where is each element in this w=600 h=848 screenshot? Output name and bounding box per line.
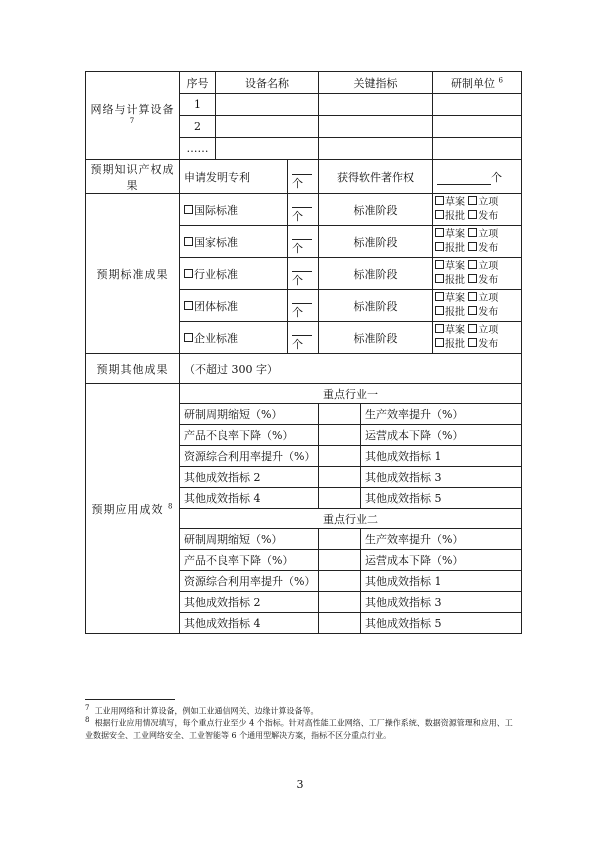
footnote-8: $^8$ 根据行业应用情况填写，每个重点行业至少 4 个指标。针对高性能工业网络、工厂操作系统、数据资源管理和应用、工业数据安全、工业网络安全、工业智能等 6 个通用型解决方案，指标不区分重点行业。	[85, 716, 513, 740]
metric-label: 其他成效指标 1	[361, 446, 522, 467]
standard-stage-label: 标准阶段	[319, 258, 433, 290]
developer-cell[interactable]	[433, 94, 522, 116]
row-index: 1	[180, 94, 216, 116]
fill-blank[interactable]	[292, 207, 312, 208]
table-row	[86, 72, 522, 94]
software-count[interactable]	[433, 160, 522, 194]
unit-text: 个	[292, 210, 303, 223]
standard-stage-options	[433, 226, 522, 258]
option-text: 草案	[445, 260, 466, 272]
checkbox-icon[interactable]	[468, 306, 477, 315]
metric-label: 其他成效指标 2	[180, 467, 319, 488]
checkbox-icon[interactable]	[184, 205, 193, 214]
standard-type[interactable]	[180, 258, 288, 290]
standards-label: 预期标准成果	[86, 194, 180, 354]
other-content[interactable]	[180, 354, 522, 384]
option-text: 报批	[445, 242, 466, 254]
row-index: 2	[180, 116, 216, 138]
metric-label: 其他成效指标 2	[180, 592, 319, 613]
standard-stage-label: 标准阶段	[319, 226, 433, 258]
table-row	[86, 384, 522, 404]
metric-value[interactable]	[319, 613, 361, 634]
industry-title: 重点行业一	[180, 384, 522, 404]
metric-value[interactable]	[319, 488, 361, 509]
standard-type[interactable]	[180, 194, 288, 226]
footnote-rule	[85, 699, 175, 700]
metric-label: 生产效率提升（%）	[361, 404, 522, 425]
metric-value[interactable]	[319, 425, 361, 446]
metric-label: 研制周期缩短（%）	[180, 529, 319, 550]
checkbox-icon[interactable]	[435, 260, 444, 269]
option-text: 发布	[478, 210, 499, 222]
standard-type[interactable]	[180, 290, 288, 322]
checkbox-icon[interactable]	[435, 324, 444, 333]
standard-count[interactable]	[288, 258, 319, 290]
option-text: 草案	[445, 292, 466, 304]
network-label: 网络与计算设备$^7$	[86, 72, 180, 160]
developer-cell[interactable]	[433, 138, 522, 160]
option-text: 报批	[445, 210, 466, 222]
unit-text: 个	[292, 274, 303, 287]
fill-blank[interactable]	[292, 239, 312, 240]
metric-label: 其他成效指标 4	[180, 613, 319, 634]
standard-count[interactable]	[288, 290, 319, 322]
option-text: 草案	[445, 324, 466, 336]
header-developer: 研制单位 $^6$	[433, 72, 522, 94]
metric-value[interactable]	[319, 446, 361, 467]
option-text: 立项	[478, 324, 499, 336]
unit-text: 个	[491, 170, 503, 184]
network-label-text: 网络与计算设备	[90, 102, 175, 116]
metric-value[interactable]	[319, 404, 361, 425]
standard-stage-label: 标准阶段	[319, 290, 433, 322]
metric-label: 产品不良率下降（%）	[180, 425, 319, 446]
option-text: 立项	[478, 228, 499, 240]
metric-label: 运营成本下降（%）	[361, 550, 522, 571]
checkbox-icon[interactable]	[468, 228, 477, 237]
metric-label: 其他成效指标 5	[361, 488, 522, 509]
metric-label: 产品不良率下降（%）	[180, 550, 319, 571]
software-label: 获得软件著作权	[319, 160, 433, 194]
checkbox-icon[interactable]	[184, 301, 193, 310]
checkbox-icon[interactable]	[435, 228, 444, 237]
table-row	[86, 354, 522, 384]
other-label: 预期其他成果	[86, 354, 180, 384]
checkbox-icon[interactable]	[184, 269, 193, 278]
header-index: 序号	[180, 72, 216, 94]
fill-blank[interactable]	[292, 174, 312, 175]
metric-label: 其他成效指标 1	[361, 571, 522, 592]
row-index: ……	[180, 138, 216, 160]
metric-label: 其他成效指标 4	[180, 488, 319, 509]
ip-label: 预期知识产权成果	[86, 160, 180, 194]
option-text: 发布	[478, 338, 499, 350]
metric-value[interactable]	[319, 529, 361, 550]
metric-label: 资源综合利用率提升（%）	[180, 446, 319, 467]
metric-label: 运营成本下降（%）	[361, 425, 522, 446]
unit-text: 个	[292, 338, 303, 351]
header-key-metric: 关键指标	[319, 72, 433, 94]
checkbox-icon[interactable]	[468, 292, 477, 301]
application-label: 预期应用成效 $^8$	[86, 384, 180, 634]
option-text: 报批	[445, 274, 466, 286]
standard-stage-options	[433, 322, 522, 354]
standard-stage-options	[433, 290, 522, 322]
checkbox-icon[interactable]	[435, 210, 444, 219]
device-name-cell[interactable]	[216, 116, 319, 138]
checkbox-icon[interactable]	[184, 333, 193, 342]
metric-label: 其他成效指标 3	[361, 592, 522, 613]
option-text: 报批	[445, 306, 466, 318]
option-text: 立项	[478, 292, 499, 304]
checkbox-icon[interactable]	[435, 292, 444, 301]
key-metric-cell[interactable]	[319, 116, 433, 138]
checkbox-icon[interactable]	[468, 274, 477, 283]
metric-label: 其他成效指标 3	[361, 467, 522, 488]
checkbox-icon[interactable]	[435, 306, 444, 315]
fill-blank[interactable]	[292, 335, 312, 336]
table-row	[86, 194, 522, 226]
application-label-text: 预期应用成效	[91, 502, 164, 516]
option-text: 草案	[445, 228, 466, 240]
metric-label: 研制周期缩短（%）	[180, 404, 319, 425]
header-device-name: 设备名称	[216, 72, 319, 94]
unit-text: 个	[292, 242, 303, 255]
checkbox-icon[interactable]	[435, 196, 444, 205]
checkbox-icon[interactable]	[184, 237, 193, 246]
patent-label: 申请发明专利	[180, 160, 288, 194]
fill-blank[interactable]	[292, 271, 312, 272]
header-developer-text: 研制单位	[451, 76, 496, 90]
standard-stage-label: 标准阶段	[319, 322, 433, 354]
standard-count[interactable]	[288, 226, 319, 258]
standard-count[interactable]	[288, 194, 319, 226]
key-metric-cell[interactable]	[319, 94, 433, 116]
patent-count[interactable]	[288, 160, 319, 194]
standard-stage-label: 标准阶段	[319, 194, 433, 226]
page-number: 3	[296, 778, 304, 791]
option-text: 立项	[478, 196, 499, 208]
checkbox-icon[interactable]	[468, 210, 477, 219]
standard-stage-options	[433, 258, 522, 290]
metric-value[interactable]	[319, 550, 361, 571]
other-note: （不超过 300 字）	[184, 362, 278, 376]
checkbox-icon[interactable]	[435, 338, 444, 347]
fill-blank[interactable]	[292, 303, 312, 304]
checkbox-icon[interactable]	[468, 338, 477, 347]
standard-type-text: 国际标准	[194, 203, 238, 217]
checkbox-icon[interactable]	[435, 242, 444, 251]
standard-type-text: 国家标准	[194, 235, 238, 249]
key-metric-cell[interactable]	[319, 138, 433, 160]
unit-text: 个	[292, 306, 303, 319]
developer-cell[interactable]	[433, 116, 522, 138]
metric-label: 其他成效指标 5	[361, 613, 522, 634]
standard-count[interactable]	[288, 322, 319, 354]
metric-label: 生产效率提升（%）	[361, 529, 522, 550]
footnote-7: $^7$ 工业用网络和计算设备，例如工业通信网关、边缘计算设备等。	[85, 704, 319, 716]
option-text: 报批	[445, 338, 466, 350]
option-text: 立项	[478, 260, 499, 272]
table-row	[86, 160, 522, 194]
standard-type[interactable]	[180, 322, 288, 354]
checkbox-icon[interactable]	[435, 274, 444, 283]
standard-type-text: 行业标准	[194, 267, 238, 281]
metric-value[interactable]	[319, 467, 361, 488]
metric-label: 资源综合利用率提升（%）	[180, 571, 319, 592]
checkbox-icon[interactable]	[468, 324, 477, 333]
fill-blank[interactable]	[437, 184, 491, 185]
metric-value[interactable]	[319, 592, 361, 613]
option-text: 发布	[478, 274, 499, 286]
device-name-cell[interactable]	[216, 138, 319, 160]
option-text: 发布	[478, 242, 499, 254]
metric-value[interactable]	[319, 571, 361, 592]
checkbox-icon[interactable]	[468, 260, 477, 269]
standard-stage-options	[433, 194, 522, 226]
industry-title: 重点行业二	[180, 509, 522, 529]
checkbox-icon[interactable]	[468, 242, 477, 251]
checkbox-icon[interactable]	[468, 196, 477, 205]
device-name-cell[interactable]	[216, 94, 319, 116]
standard-type[interactable]	[180, 226, 288, 258]
unit-text: 个	[292, 177, 303, 190]
option-text: 发布	[478, 306, 499, 318]
option-text: 草案	[445, 196, 466, 208]
standard-type-text: 团体标准	[194, 299, 238, 313]
application-form-table	[85, 71, 522, 634]
standard-type-text: 企业标准	[194, 331, 238, 345]
